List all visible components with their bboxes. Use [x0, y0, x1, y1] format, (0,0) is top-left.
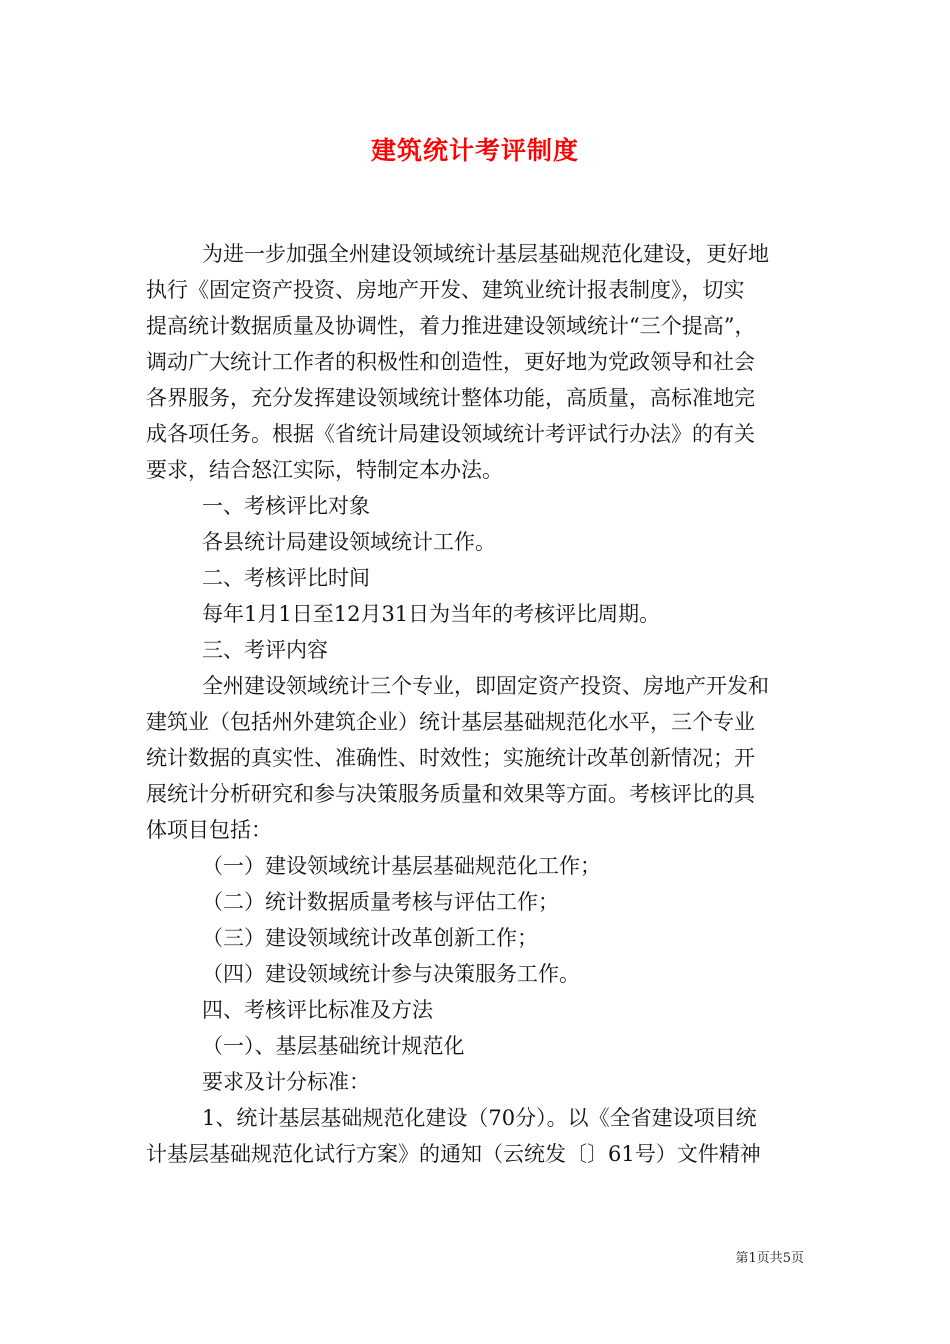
text-line: 每年1月1日至12月31日为当年的考核评比周期。 — [202, 602, 661, 626]
text-line: 各界服务，充分发挥建设领域统计整体功能，高质量，高标准地完 — [146, 386, 755, 410]
document-title: 建筑统计考评制度 — [370, 136, 579, 165]
page-number: 第1页共5页 — [735, 1251, 804, 1266]
text-line: 执行《固定资产投资、房地产开发、建筑业统计报表制度》，切实 — [146, 278, 745, 302]
text-line: 要求及计分标准： — [202, 1070, 370, 1094]
text-line: 展统计分析研究和参与决策服务质量和效果等方面。考核评比的具 — [146, 782, 755, 806]
text-line: 计基层基础规范化试行方案》的通知（云统发〔〕61号）文件精神 — [146, 1142, 761, 1166]
text-line: 为进一步加强全州建设领域统计基层基础规范化建设，更好地 — [202, 242, 769, 266]
text-line: 提高统计数据质量及协调性，着力推进建设领域统计“三个提高”， — [146, 314, 756, 338]
list-item: （一）建设领域统计基层基础规范化工作； — [202, 854, 601, 878]
text-line: 体项目包括： — [146, 818, 272, 842]
section-heading: 一、考核评比对象 — [202, 494, 370, 518]
section-heading: 三、考评内容 — [202, 638, 328, 662]
text-line: 全州建设领域统计三个专业，即固定资产投资、房地产开发和 — [202, 674, 769, 698]
text-line: 建筑业（包括州外建筑企业）统计基层基础规范化水平，三个专业 — [146, 710, 755, 734]
text-line: 调动广大统计工作者的积极性和创造性，更好地为党政领导和社会 — [146, 350, 755, 374]
list-item: （四）建设领域统计参与决策服务工作。 — [202, 962, 580, 986]
text-line: 1、统计基层基础规范化建设（70分）。以《全省建设项目统 — [202, 1106, 757, 1130]
text-line: 各县统计局建设领域统计工作。 — [202, 530, 496, 554]
section-heading: 二、考核评比时间 — [202, 566, 370, 590]
list-item: （三）建设领域统计改革创新工作； — [202, 926, 538, 950]
document-body — [146, 236, 808, 1172]
text-line: 成各项任务。根据《省统计局建设领域统计考评试行办法》的有关 — [146, 422, 755, 446]
text-line: 统计数据的真实性、准确性、时效性；实施统计改革创新情况；开 — [146, 746, 755, 770]
subsection-heading: （一）、基层基础统计规范化 — [202, 1034, 465, 1058]
text-line: 要求，结合怒江实际，特制定本办法。 — [146, 458, 503, 482]
section-heading: 四、考核评比标准及方法 — [202, 998, 433, 1022]
list-item: （二）统计数据质量考核与评估工作； — [202, 890, 559, 914]
